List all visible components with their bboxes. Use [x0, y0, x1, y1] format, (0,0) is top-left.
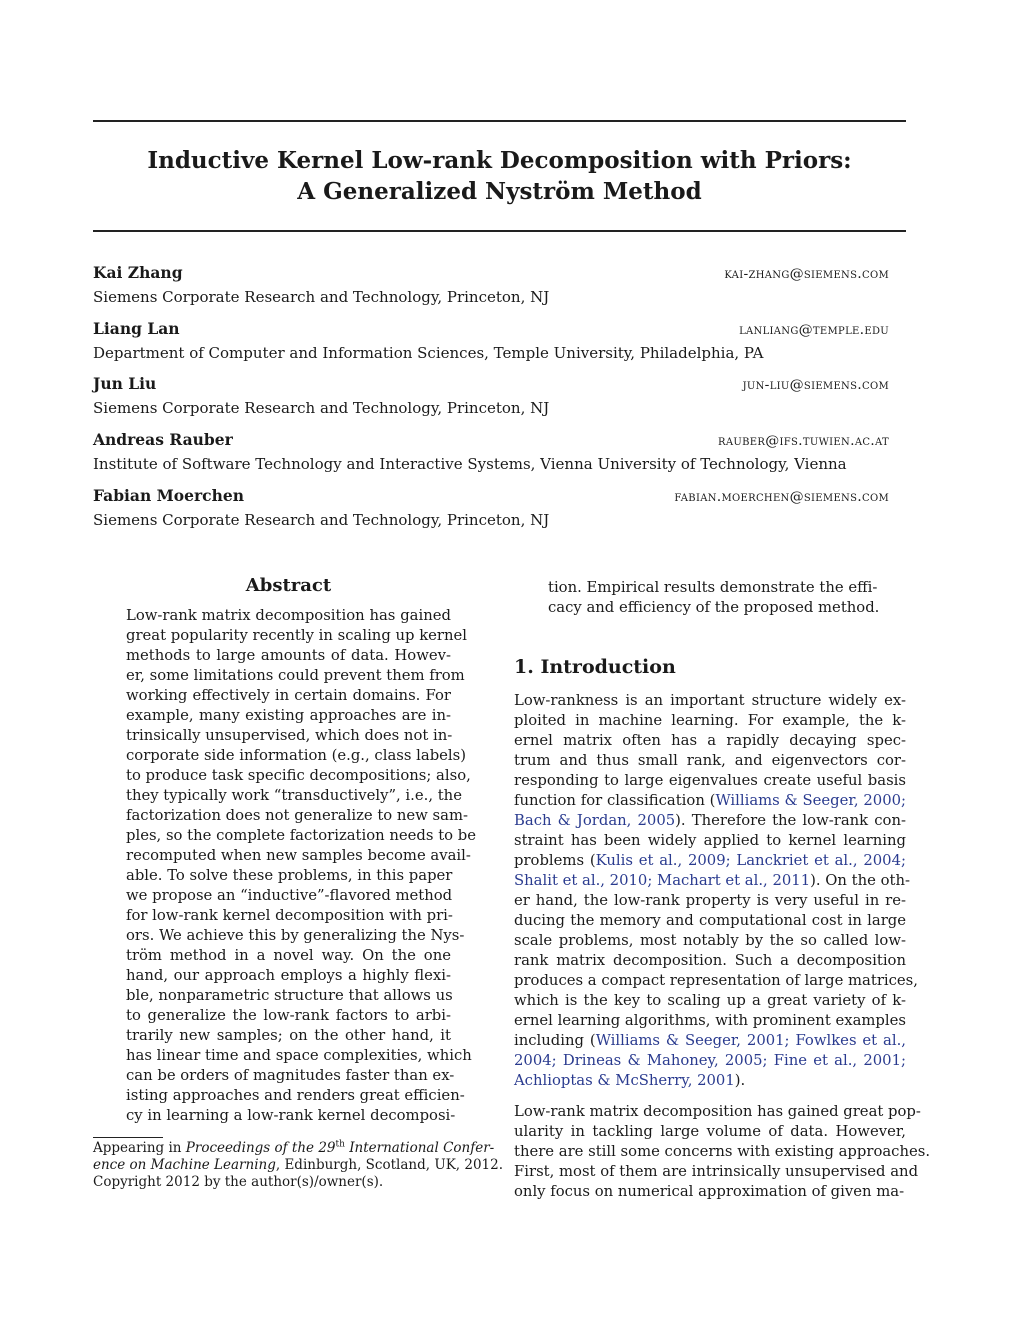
- title-top-rule: [93, 120, 906, 122]
- author-affiliation: Siemens Corporate Research and Technology, Princeton, NJ: [93, 288, 550, 306]
- text-line: ducing the memory and computational cost in large: [514, 912, 906, 929]
- text-line: ors. We achieve this by generalizing the Nys-: [126, 927, 465, 944]
- text-line: scale problems, most notably by the so called low-: [514, 932, 906, 949]
- text-line: Bach & Jordan, 2005). Therefore the low-rank con-: [514, 812, 906, 829]
- text-line: tion. Empirical results demonstrate the effi-: [548, 579, 878, 596]
- intro-paragraph-1: [514, 691, 918, 1091]
- text-line: cacy and efficiency of the proposed method.: [548, 599, 880, 616]
- text-line: which is the key to scaling up a great variety of k-: [514, 992, 906, 1009]
- text-line: Shalit et al., 2010; Machart et al., 2011). On the oth-: [514, 872, 910, 889]
- paper-title: [93, 145, 906, 207]
- author-name: Kai Zhang: [93, 263, 183, 282]
- text-line: including (Williams & Seeger, 2001; Fowlkes et al.,: [514, 1032, 906, 1049]
- author-name: Liang Lan: [93, 319, 180, 338]
- text-line: er hand, the low-rank property is very useful in re-: [514, 892, 906, 909]
- text-line: to generalize the low-rank factors to arbi-: [126, 1007, 451, 1024]
- author-email[interactable]: rauber@ifs.tuwien.ac.at: [718, 433, 889, 449]
- author-email[interactable]: jun-liu@siemens.com: [742, 377, 889, 393]
- text-line: hand, our approach employs a highly flexi-: [126, 967, 451, 984]
- author-name: Andreas Rauber: [93, 430, 233, 449]
- text-line: trum and thus small rank, and eigenvectors cor-: [514, 752, 906, 769]
- text-line: there are still some concerns with existing approaches.: [514, 1143, 931, 1160]
- text-line: corporate side information (e.g., class labels): [126, 747, 467, 764]
- text-line: only focus on numerical approximation of given ma-: [514, 1183, 905, 1200]
- abstract-continued: [548, 578, 880, 618]
- text-line: er, some limitations could prevent them from: [126, 667, 465, 684]
- text-line: working effectively in certain domains. For: [126, 687, 451, 704]
- footnote-rule: [93, 1137, 163, 1138]
- text-line: tröm method in a novel way. On the one: [126, 947, 451, 964]
- author-name: Fabian Moerchen: [93, 486, 244, 505]
- text-line: we propose an “inductive”-flavored method: [126, 887, 453, 904]
- text-line: Low-rank matrix decomposition has gained: [126, 607, 451, 624]
- author-block: [93, 319, 889, 364]
- footnote-prefix: Appearing in: [93, 1140, 186, 1156]
- text-line: to produce task specific decompositions; also,: [126, 767, 471, 784]
- title-line-2: A Generalized Nyström Method: [297, 178, 702, 205]
- footnote-venue-cont: International Confer-: [344, 1140, 495, 1156]
- footnote-copyright: Copyright 2012 by the author(s)/owner(s).: [93, 1174, 384, 1190]
- text-line: function for classification (Williams & Seeger, 2000;: [514, 792, 907, 809]
- author-email[interactable]: kai-zhang@siemens.com: [724, 266, 889, 282]
- author-block: [93, 430, 889, 475]
- text-line: able. To solve these problems, in this paper: [126, 867, 453, 884]
- text-line: rank matrix decomposition. Such a decomposition: [514, 952, 906, 969]
- footnote-line-1: [93, 1139, 495, 1157]
- text-line: example, many existing approaches are in-: [126, 707, 451, 724]
- text-line: for low-rank kernel decomposition with pri-: [126, 907, 453, 924]
- footnote-sup: th: [335, 1139, 345, 1150]
- footnote-line-2: [93, 1157, 504, 1174]
- text-line: ernel learning algorithms, with prominent examples: [514, 1012, 906, 1029]
- footnote-venue: Proceedings of the 29: [185, 1140, 336, 1156]
- abstract-body: [126, 606, 476, 1126]
- text-line: they typically work “transductively”, i.e., the: [126, 787, 462, 804]
- text-line: Low-rank matrix decomposition has gained great pop-: [514, 1103, 921, 1120]
- text-line: ploited in machine learning. For example, the k-: [514, 712, 906, 729]
- author-affiliation: Siemens Corporate Research and Technology, Princeton, NJ: [93, 399, 550, 417]
- intro-paragraph-2: [514, 1102, 931, 1202]
- text-line: methods to large amounts of data. Howev-: [126, 647, 451, 664]
- title-line-1: Inductive Kernel Low-rank Decomposition with Priors:: [147, 147, 852, 174]
- text-line: 2004; Drineas & Mahoney, 2005; Fine et al., 2001;: [514, 1052, 906, 1069]
- title-bottom-rule: [93, 230, 906, 232]
- text-line: trarily new samples; on the other hand, it: [126, 1027, 451, 1044]
- author-affiliation: Department of Computer and Information Sciences, Temple University, Philadelphia, PA: [93, 344, 764, 362]
- text-line: recomputed when new samples become avail-: [126, 847, 471, 864]
- text-line: Low-rankness is an important structure widely ex-: [514, 692, 906, 709]
- text-line: responding to large eigenvalues create useful basis: [514, 772, 906, 789]
- text-line: has linear time and space complexities, which: [126, 1047, 472, 1064]
- author-email[interactable]: fabian.moerchen@siemens.com: [674, 489, 889, 505]
- author-affiliation: Siemens Corporate Research and Technology, Princeton, NJ: [93, 511, 550, 529]
- text-line: cy in learning a low-rank kernel decomposi-: [126, 1107, 456, 1124]
- author-block: [93, 486, 889, 531]
- text-line: straint has been widely applied to kernel learning: [514, 832, 906, 849]
- section-heading-introduction: 1. Introduction: [514, 656, 676, 678]
- author-affiliation: Institute of Software Technology and Interactive Systems, Vienna University of Technology, Vienna: [93, 455, 847, 473]
- text-line: factorization does not generalize to new sam-: [126, 807, 468, 824]
- text-line: ernel matrix often has a rapidly decaying spec-: [514, 732, 906, 749]
- text-line: great popularity recently in scaling up kernel: [126, 627, 468, 644]
- text-line: ularity in tackling large volume of data. However,: [514, 1123, 906, 1140]
- text-line: produces a compact representation of large matrices,: [514, 972, 918, 989]
- author-name: Jun Liu: [93, 374, 157, 393]
- text-line: can be orders of magnitudes faster than ex-: [126, 1067, 455, 1084]
- text-line: trinsically unsupervised, which does not in-: [126, 727, 453, 744]
- text-line: isting approaches and renders great efficien-: [126, 1087, 465, 1104]
- author-email[interactable]: lanliang@temple.edu: [739, 322, 889, 338]
- text-line: First, most of them are intrinsically unsupervised and: [514, 1163, 919, 1180]
- text-line: ples, so the complete factorization needs to be: [126, 827, 476, 844]
- author-block: [93, 263, 889, 308]
- author-block: [93, 374, 889, 419]
- text-line: ble, nonparametric structure that allows us: [126, 987, 453, 1004]
- footnote-conference: ence on Machine Learning: [93, 1157, 276, 1173]
- footnote: [93, 1139, 504, 1191]
- text-line: problems (Kulis et al., 2009; Lanckriet et al., 2004;: [514, 852, 906, 869]
- text-line: Achlioptas & McSherry, 2001).: [514, 1072, 746, 1089]
- abstract-heading: Abstract: [245, 575, 332, 596]
- footnote-location: , Edinburgh, Scotland, UK, 2012.: [275, 1157, 504, 1173]
